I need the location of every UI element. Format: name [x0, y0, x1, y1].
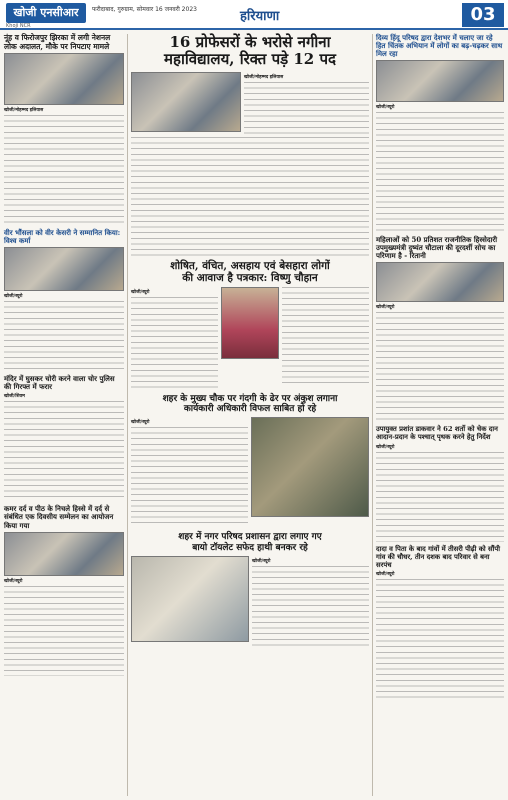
center-story3-block	[131, 417, 369, 527]
center-story2-block	[131, 287, 369, 389]
left-story2-body	[4, 301, 124, 371]
left-story3-headline: मंदिर में घुसकर चोरी करने वाला चोर पुलिस की गिरफ्त में फरार	[4, 374, 115, 392]
right-story4-byline: खोजी/ब्यूरो	[376, 572, 395, 578]
page-number: 03	[462, 3, 504, 27]
lead-story-byline: खोजी/मोहम्मद इलियास	[244, 74, 284, 80]
section-title: हरियाणा	[240, 9, 280, 24]
right-story2-headline: महिलाओं को 50 प्रतिशत राजनीतिक हिस्सेदारी उपमुख्यमंत्री दुष्यंत चौटाला की दूरदर्शी सोच का परिणाम है - रितानी	[376, 235, 498, 261]
right-story2-body	[376, 312, 504, 422]
lead-story-photo	[131, 72, 241, 132]
right-story1-byline: खोजी/ब्यूरो	[376, 105, 395, 111]
left-story4-photo	[4, 532, 124, 576]
center-story4-headline-2: बायो टॉयलेट सफेद हाथी बनकर रहे	[192, 542, 308, 553]
left-story3-body	[4, 401, 124, 501]
center-story4-headline-1: शहर में नगर परिषद प्रशासन द्वारा लगाए गए	[178, 532, 322, 543]
left-story3-byline: खोजी/शिवम	[4, 394, 25, 400]
right-story3-body	[376, 452, 504, 542]
lead-story-body	[131, 137, 369, 257]
center-story3-body	[131, 427, 248, 527]
center-story3-headline-1: शहर के मुख्य चौक पर गंदगी के ढेर पर अंकुश लगाना	[162, 393, 338, 404]
dateline-1: फरीदाबाद, गुरुग्राम, सोमवार 16 जनवरी 2023	[92, 6, 197, 13]
right-story4-headline: दादा व पिता के बाद गांवों में तीसरी पीढ़ी को सौंपी गांव की चौधर, तीन दशक बाद परिवार से बना सरपंच	[376, 544, 501, 569]
left-story1-headline: नूंह व फिरोजपुर झिरका में लगी नेशनल लोक अदालत, मौके पर निपटाए मामले	[4, 33, 111, 51]
left-story1-photo	[4, 53, 124, 105]
right-column	[376, 34, 504, 796]
center-story4-block	[131, 556, 369, 646]
lead-headline-2: महाविद्यालय, रिक्त पड़े 12 पद	[164, 50, 336, 69]
left-story4-headline: कमर दर्द व पीठ के निचले हिस्से में दर्द से संबंधित एक दिवसीय सम्मेलन का आयोजन किया गया	[4, 504, 114, 530]
lead-headline-1: 16 प्रोफेसरों के भरोसे नगीना	[169, 33, 331, 51]
column-divider	[372, 34, 373, 796]
center-story2-body-a	[131, 297, 218, 389]
center-story2-headline-2: की आवाज है पत्रकार: विष्णु चौहान	[182, 271, 318, 284]
left-story1-body	[4, 115, 124, 225]
center-story4-byline: खोजी/ब्यूरो	[252, 559, 271, 564]
right-story4-body	[376, 579, 504, 699]
lead-story-body-top	[244, 82, 369, 134]
left-story1-byline: खोजी/मोहम्मद इलियास	[4, 108, 44, 114]
left-story4-body	[4, 586, 124, 676]
right-story3-byline: खोजी/ब्यूरो	[376, 444, 395, 450]
right-story3-headline: उपायुक्त प्रशांत डाकवार ने 62 शर्तो को चेक दान आदान-प्रदान के पश्चात् पृथक करने हेतु निर्देश	[376, 425, 498, 442]
left-story4-byline: खोजी/ब्यूरो	[4, 578, 23, 584]
column-divider	[127, 34, 128, 796]
center-story4-body	[252, 566, 369, 646]
brand-subtitle: Khoji NCR	[6, 23, 31, 29]
right-story1-body	[376, 112, 504, 232]
center-column	[131, 34, 369, 796]
masthead	[0, 0, 508, 30]
left-column	[4, 34, 124, 796]
center-story3-photo	[251, 417, 369, 517]
left-story2-photo	[4, 247, 124, 291]
center-story3-byline: खोजी/ब्यूरो	[131, 420, 150, 426]
brand-logo: खोजी एनसीआर	[6, 3, 86, 23]
center-story3-headline-2: कार्यकारी अधिकारी विफल साबित हो रहे	[183, 403, 317, 414]
right-story1-photo	[376, 60, 504, 102]
right-story1-headline: दिव्य हिंदू परिषद द्वारा देशभर में चलाए जा रहे हित चिंतक अभियान में लोगों का बढ़-चढ़कर साथ मिल रहा	[376, 33, 503, 59]
right-story2-photo	[376, 262, 504, 302]
center-story2-byline: खोजी/ब्यूरो	[131, 289, 150, 295]
dateline	[92, 5, 242, 14]
right-story2-byline: खोजी/ब्यूरो	[376, 305, 395, 311]
center-story2-headline-1: शोषित, वंचित, असहाय एवं बेसहारा लोगों	[170, 259, 330, 272]
left-story2-headline: वीर भौंसला को वीर केसरी ने सम्मानित किया: विश्व कर्मा	[4, 228, 121, 246]
center-story4-photo	[131, 556, 249, 642]
center-story2-body-b	[282, 287, 369, 385]
center-story2-portrait	[221, 287, 279, 359]
lead-story-block	[131, 72, 369, 134]
left-story2-byline: खोजी/ब्यूरो	[4, 294, 23, 300]
